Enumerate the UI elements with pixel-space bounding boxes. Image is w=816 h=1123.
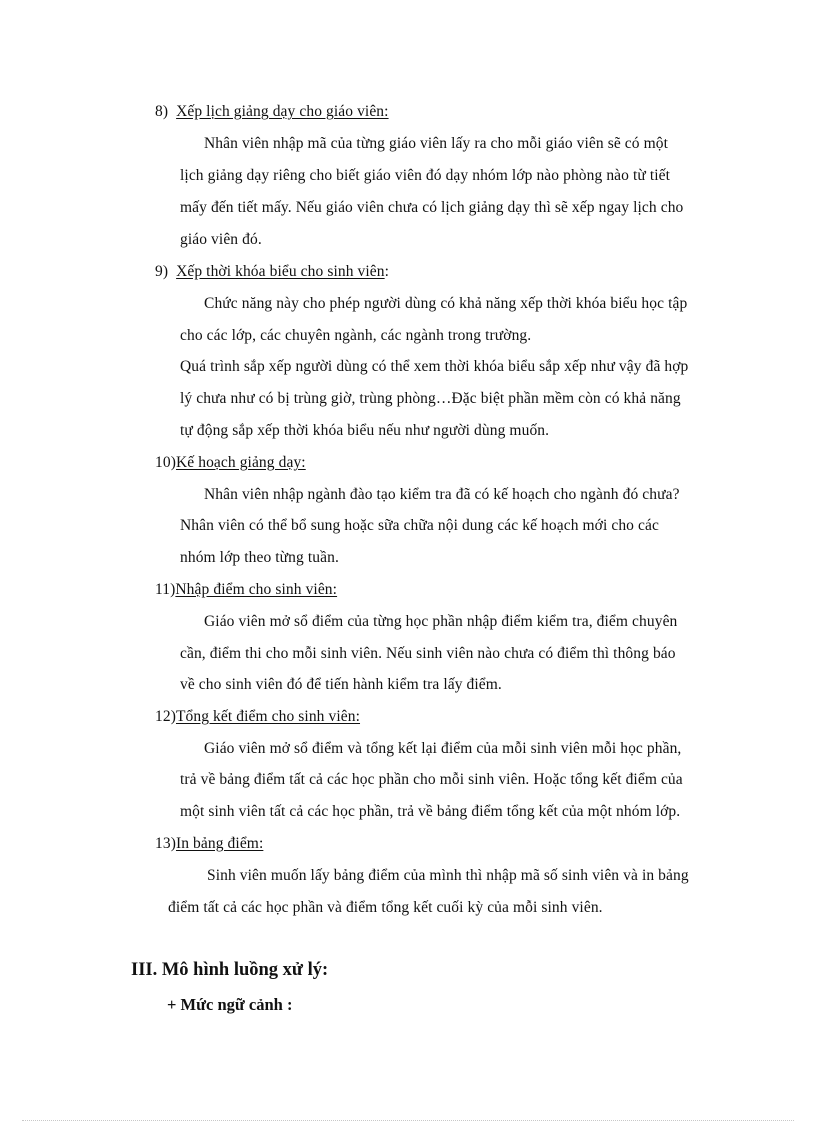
item-12-heading-line <box>155 707 360 727</box>
item-9-heading-line <box>155 262 389 282</box>
paragraph-line: mấy đến tiết mấy. Nếu giáo viên chưa có lịch giảng dạy thì sẽ xếp ngay lịch cho <box>180 199 684 216</box>
paragraph-line: lịch giảng dạy riêng cho biết giáo viên đó dạy nhóm lớp nào phòng nào từ tiết <box>180 167 671 184</box>
paragraph-line: cần, điểm thi cho mỗi sinh viên. Nếu sinh viên nào chưa có điểm thì thông báo <box>180 645 676 662</box>
section-title: III. Mô hình luồng xử lý: <box>131 960 329 980</box>
item-heading-suffix: : <box>384 263 390 280</box>
item-number: 13) <box>155 835 176 852</box>
paragraph-line: một sinh viên tất cả các học phần, trả về bảng điểm tổng kết của một nhóm lớp. <box>180 803 681 820</box>
paragraph-line: nhóm lớp theo từng tuần. <box>180 549 339 566</box>
item-heading: Nhập điểm cho sinh viên: <box>175 581 338 598</box>
paragraph-line: về cho sinh viên đó để tiến hành kiểm tra lấy điểm. <box>180 676 502 693</box>
paragraph-line: lý chưa như có bị trùng giờ, trùng phòng…Đặc biệt phần mềm còn có khả năng <box>180 390 681 407</box>
item-number: 9) <box>155 263 169 280</box>
item-heading: Xếp thời khóa biểu cho sinh viên <box>176 263 385 280</box>
item-10-heading-line <box>155 453 306 473</box>
paragraph-line: Nhân viên có thể bổ sung hoặc sữa chữa nội dung các kế hoạch mới cho các <box>180 517 659 534</box>
item-13-heading-line <box>155 834 263 854</box>
item-number: 10) <box>155 454 176 471</box>
item-11-heading-line <box>155 580 337 600</box>
paragraph-line: Quá trình sắp xếp người dùng có thể xem thời khóa biểu sắp xếp như vậy đã hợp <box>180 358 689 375</box>
paragraph-line: Giáo viên mở sổ điểm và tổng kết lại điểm của mỗi sinh viên mỗi học phần, <box>204 740 682 757</box>
item-number: 12) <box>155 708 176 725</box>
paragraph-line: tự động sắp xếp thời khóa biểu nếu như người dùng muốn. <box>180 422 550 439</box>
paragraph-line: Nhân viên nhập mã của từng giáo viên lấy ra cho mỗi giáo viên sẽ có một <box>204 135 669 152</box>
item-number: 11) <box>155 581 176 598</box>
item-8-heading-line <box>155 102 389 122</box>
paragraph-line: điểm tất cả các học phần và điểm tổng kết cuối kỳ của mỗi sinh viên. <box>168 899 603 916</box>
paragraph-line: cho các lớp, các chuyên ngành, các ngành trong trường. <box>180 327 532 344</box>
paragraph-line: Giáo viên mở sổ điểm của từng học phần nhập điểm kiểm tra, điểm chuyên <box>204 613 678 630</box>
paragraph-line: Sinh viên muốn lấy bảng điểm của mình thì nhập mã số sinh viên và in bảng <box>207 867 689 884</box>
item-heading: In bảng điểm: <box>175 835 264 852</box>
paragraph-line: giáo viên đó. <box>180 231 262 248</box>
item-heading: Kế hoạch giảng dạy: <box>175 454 306 471</box>
item-number: 8) <box>155 103 169 120</box>
section-subtitle: + Mức ngữ cảnh : <box>167 995 293 1014</box>
paragraph-line: Chức năng này cho phép người dùng có khả năng xếp thời khóa biểu học tập <box>204 295 688 312</box>
item-heading: Tổng kết điểm cho sinh viên: <box>175 708 361 725</box>
paragraph-line: Nhân viên nhập ngành đào tạo kiểm tra đã có kế hoạch cho ngành đó chưa? <box>204 486 680 503</box>
page-bottom-divider <box>22 1120 794 1121</box>
item-heading: Xếp lịch giảng dạy cho giáo viên: <box>176 103 389 120</box>
paragraph-line: trả về bảng điểm tất cả các học phần cho mỗi sinh viên. Hoặc tổng kết điểm của <box>180 771 683 788</box>
